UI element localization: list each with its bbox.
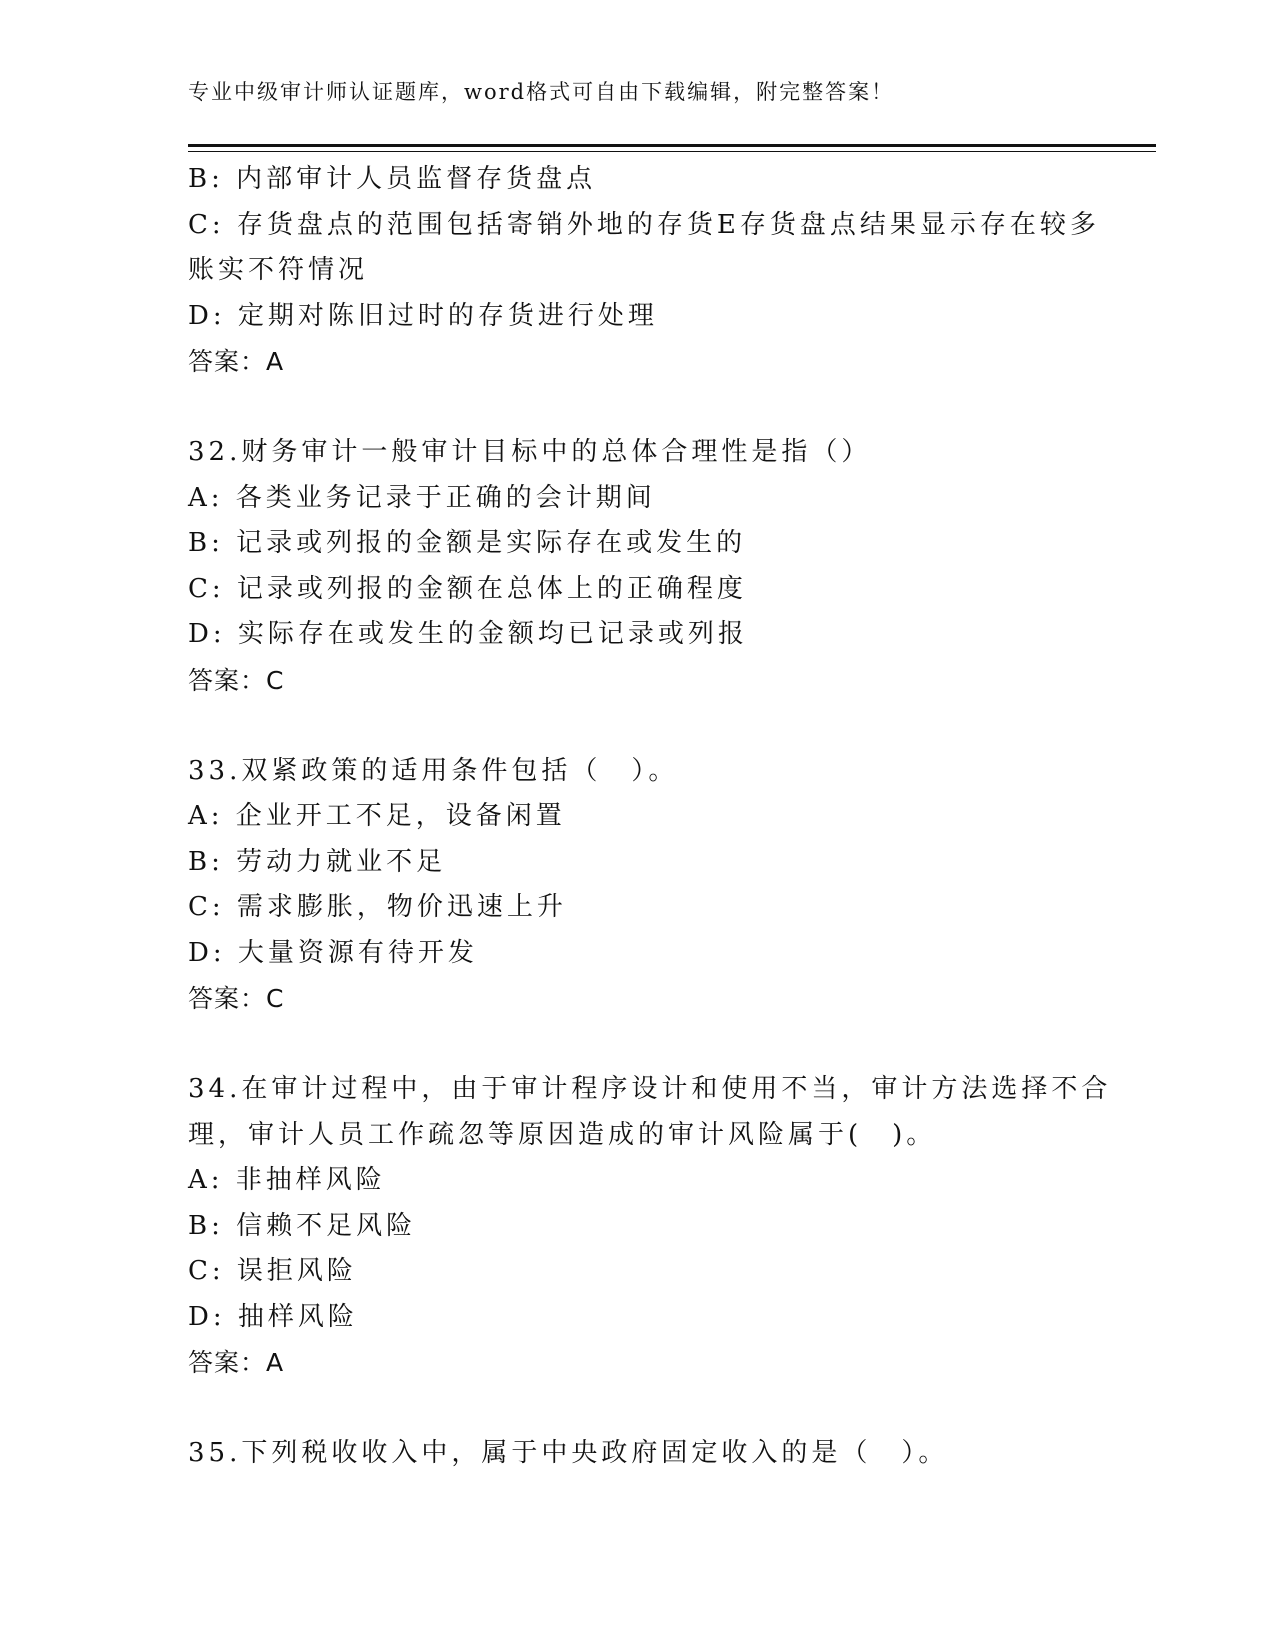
option-line: D: 定期对陈旧过时的存货进行处理 xyxy=(188,300,658,331)
spacer xyxy=(188,703,1088,749)
option-line: D: 大量资源有待开发 xyxy=(188,937,478,968)
option-line: C: 存货盘点的范围包括寄销外地的存货E存货盘点结果显示存在较多 xyxy=(188,209,1100,240)
question-stem: 32.财务审计一般审计目标中的总体合理性是指（） xyxy=(188,437,872,467)
answer-line: 答案：C xyxy=(188,665,285,695)
option-line: C: 需求膨胀，物价迅速上升 xyxy=(188,892,567,922)
option-line: D: 抽样风险 xyxy=(188,1301,358,1332)
option-line: C: 记录或列报的金额在总体上的正确程度 xyxy=(188,573,747,604)
question-block-34 xyxy=(188,1067,1112,1386)
header-rule-thin xyxy=(188,151,1156,152)
spacer xyxy=(188,1022,1088,1068)
question-stem: 34.在审计过程中，由于审计程序设计和使用不当，审计方法选择不合 xyxy=(188,1074,1112,1104)
question-block-31 xyxy=(188,157,1100,385)
spacer xyxy=(188,1386,1088,1432)
option-line: B: 劳动力就业不足 xyxy=(188,846,447,877)
question-content xyxy=(188,157,1112,1477)
option-line: A: 各类业务记录于正确的会计期间 xyxy=(188,482,656,513)
option-line: 账实不符情况 xyxy=(188,255,369,285)
question-block-35 xyxy=(188,1431,1088,1477)
spacer xyxy=(188,385,1088,431)
option-line: A: 企业开工不足，设备闲置 xyxy=(188,801,566,831)
option-line: B: 信赖不足风险 xyxy=(188,1210,417,1241)
question-stem: 33.双紧政策的适用条件包括（ ）。 xyxy=(188,755,679,786)
answer-line: 答案：A xyxy=(188,347,285,376)
answer-line: 答案：A xyxy=(188,1348,285,1377)
option-line: B: 内部审计人员监督存货盘点 xyxy=(188,164,597,194)
page-header: 专业中级审计师认证题库，word格式可自由下载编辑，附完整答案！ xyxy=(188,80,895,104)
question-block-32 xyxy=(188,430,1088,703)
answer-line: 答案：C xyxy=(188,984,285,1013)
question-block-33 xyxy=(188,749,1088,1022)
question-stem: 理，审计人员工作疏忽等原因造成的审计风险属于( )。 xyxy=(188,1119,937,1150)
header-rule-thick xyxy=(188,144,1156,147)
option-line: C: 误拒风险 xyxy=(188,1256,357,1286)
question-stem: 35.下列税收收入中，属于中央政府固定收入的是（ ）。 xyxy=(188,1438,949,1468)
option-line: B: 记录或列报的金额是实际存在或发生的 xyxy=(188,528,747,558)
option-line: A: 非抽样风险 xyxy=(188,1165,386,1195)
option-line: D: 实际存在或发生的金额均已记录或列报 xyxy=(188,619,748,649)
